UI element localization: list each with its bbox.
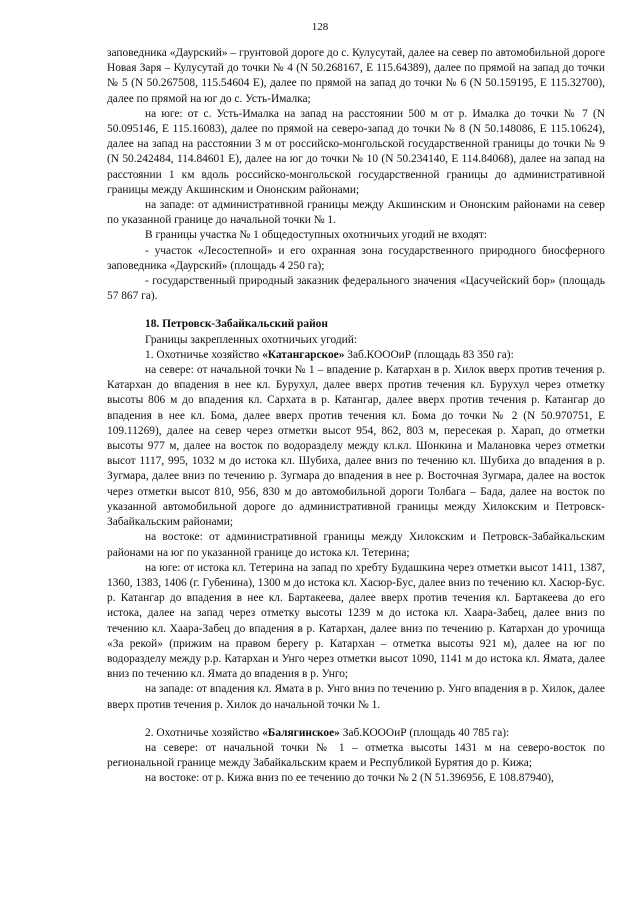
paragraph: на западе: от административной границы между Акшинским и Ононским районами на север по указанной границе до начальной точки № 1.: [107, 199, 605, 227]
paragraph: на юге: от с. Усть-Ималка на запад на расстоянии 500 м от р. Ималка до точки № 7 (N 50.095146, E 115.16083), далее по прямой на северо-запад до точки № 8 (N 50.148086, E 115.10624), далее на запад на расстоянии 3 м от российско-монгольской государственной границы до точки № 9 (N 50.242484, 114.84601 E), далее на юг до точки № 10 (N 50.234140, E 114.84068), далее на запад на расстоянии 1 км вдоль российско-монгольской государственной границы до административной границы между Акшинским и Ононским районами;: [107, 107, 605, 196]
paragraph: на востоке: от р. Кижа вниз по ее течению до точки № 2 (N 51.396956, E 108.87940),: [145, 772, 554, 785]
paragraph: на западе: от впадения кл. Ямата в р. Унго вниз по течению р. Унго впадения в р. Хилок, далее вверх против течения р. Хилок до начальной точки № 1.: [107, 683, 605, 711]
hunting-area-title: [107, 348, 605, 363]
hunting-area-name: «Балягинское»: [262, 726, 340, 739]
hunting-area-suffix: Заб.КОООиР (площадь 83 350 га):: [344, 348, 514, 361]
paragraph: на востоке: от административной границы между Хилокским и Петровск-Забайкальским районами на юг по указанной границе до истока кл. Тетерина;: [107, 531, 605, 559]
paragraph: В границы участка № 1 общедоступных охотничьих угодий не входят:: [145, 229, 488, 242]
paragraph: заповедника «Даурский» – грунтовой дороге до с. Кулусутай, далее на север по автомобильной дороге Новая Заря – Кулусутай до точки № 4 (N 50.268167, E 115.64389), далее по прямой на запад до точки № 5 (N 50.267508, 115.54604 E), далее по прямой на запад до точки № 6 (N 50.159195, E 115.32700), далее по прямой на юг до с. Усть-Ималка;: [107, 47, 605, 105]
hunting-area-prefix: 2. Охотничье хозяйство: [145, 726, 263, 739]
document-body: [107, 46, 605, 787]
section-heading: 18. Петровск-Забайкальский район: [145, 318, 328, 331]
list-item: - государственный природный заказник федерального значения «Цасучейский бор» (площадь 57 867 га).: [107, 275, 605, 303]
paragraph: на юге: от истока кл. Тетерина на запад по хребту Будашкина через отметки высот 1411, 1387, 1360, 1383, 1406 (г. Губенина), 1300 м до истока кл. Хасюр-Бус, далее вниз по течению кл. Хасюр-Бус. р. Катангар до впадения в нее кл. Бартакеева, далее вверх против течения кл. Бартакеева до его истока, далее на запад через отметку высоты 1239 м до истока кл. Хаара-Забец, далее вниз по течению кл. Хаара-Забец до впадения в р. Катархан, далее вниз по течению р. Катархан до урочища «За рекой» (прижим на правом берегу р. Катархан – отметка высоты 921 м), далее на юг по водоразделу между р.р. Катархан и Унго через отметки высот 1090, 1141 м до истока кл. Ямата, далее вниз по течению кл. Ямата до впадения в р. Унго;: [107, 561, 605, 681]
hunting-area-name: «Катангарское»: [262, 348, 345, 361]
paragraph: на севере: от начальной точки № 1 – впадение р. Катархан в р. Хилок вверх против течения р. Катархан до впадения в нее кл. Бурухул, далее вверх против течения кл. Бурухул через отметку высоты 806 м до впадения кл. Сархата в р. Катангар, далее вверх против течения р. Катангар до впадения в нее кл. Бома, далее вверх против течения кл. Бома до точки № 2 (N 50.970751, E 109.11269), далее на север через отметки высот 954, 862, 803 м, пересекая р. Харап, до отметки высоты 977 м, далее на восток по водоразделу между кл.кл. Шонкина и Малановка через отметки высот 1117, 995, 1032 м до истока кл. Шубиха, далее вниз по течению кл. Шубиха до впадения в р. Зугмара, далее вниз по течению р. Зугмара до впадения в нее р. Восточная Зугмара, далее на восток через отметки высот 810, 956, 830 м до автомобильной дороги Толбага – Бада, далее на восток по указанной автомобильной дороге до административной границы между Хилокским и Петровск-Забайкальским районами;: [107, 364, 605, 529]
hunting-area-prefix: 1. Охотничье хозяйство: [145, 348, 263, 361]
list-item: - участок «Лесостепной» и его охранная зона государственного природного биосферного заповедника «Даурский» (площадь 4 250 га);: [107, 244, 605, 272]
hunting-area-suffix: Заб.КОООиР (площадь 40 785 га):: [339, 726, 510, 739]
hunting-area-title: [107, 726, 605, 741]
paragraph: на севере: от начальной точки № 1 – отметка высоты 1431 м на северо-восток по региональной границе между Забайкальским краем и Республикой Бурятия до р. Кижа;: [107, 741, 605, 770]
paragraph: Границы закрепленных охотничьих угодий:: [145, 333, 358, 346]
page-number: 128: [311, 21, 329, 33]
